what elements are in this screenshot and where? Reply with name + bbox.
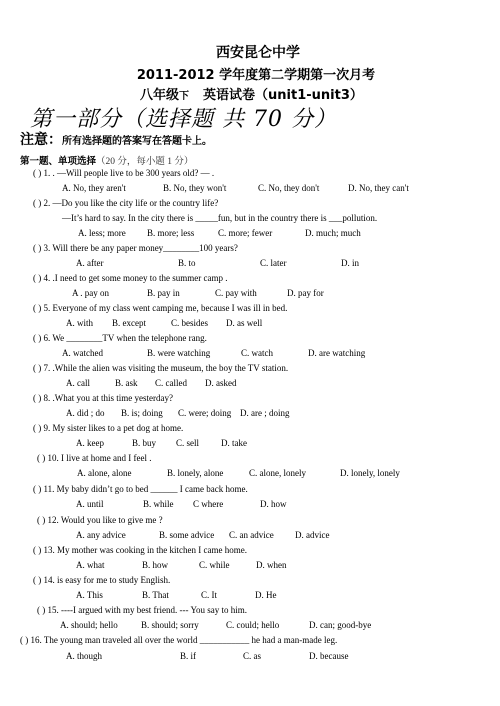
question-15 — [37, 605, 247, 616]
question-text: My mother was cooking in the kitchen I came home. — [57, 545, 247, 555]
question-text: I live at home and I feel . — [61, 453, 152, 463]
answer-paren: ( ) — [33, 333, 42, 343]
option: A. what — [76, 560, 105, 570]
option: C. as — [243, 651, 261, 661]
option: A. though — [66, 651, 102, 661]
notice-label: 注意： — [20, 132, 62, 148]
option: C. besides — [171, 318, 208, 328]
question-text: .I need to get some money to the summer camp . — [52, 273, 228, 283]
answer-paren: ( ) — [33, 484, 42, 494]
option: D. are ; doing — [240, 408, 290, 418]
option: C. later — [260, 258, 287, 268]
question-8 — [33, 393, 173, 404]
question-number: 4. — [43, 273, 51, 283]
option: A. with — [66, 318, 93, 328]
option: A. did ; do — [66, 408, 105, 418]
option: C. while — [199, 560, 230, 570]
answer-paren: ( ) — [20, 635, 29, 645]
option: B. is; doing — [121, 408, 163, 418]
question-11 — [33, 484, 248, 495]
option: C. alone, lonely — [249, 468, 306, 478]
grade-subject-line — [140, 84, 363, 103]
option: B. were watching — [147, 348, 211, 358]
section-heading — [20, 153, 193, 167]
option: A. less; more — [78, 228, 126, 238]
option: A. should; hello — [60, 620, 118, 630]
question-text: .What you at this time yesterday? — [52, 393, 173, 403]
question-12 — [37, 515, 163, 526]
question-text: —Do you like the city life or the country life? — [52, 198, 219, 208]
section-title: 第一题、单项选择 — [20, 156, 97, 167]
option: B. ask — [115, 378, 138, 388]
answer-paren: ( ) — [33, 363, 42, 373]
option: C. were; doing — [178, 408, 232, 418]
question-text: My sister likes to a pet dog at home. — [52, 423, 184, 433]
question-number: 10. — [47, 453, 59, 463]
question-6 — [33, 333, 207, 344]
option: A. until — [76, 499, 104, 509]
question-number: 9. — [43, 423, 51, 433]
question-text: The young man traveled all over the world ___________ he had a man-made leg. — [43, 635, 338, 645]
answer-paren: ( ) — [33, 575, 42, 585]
option: C. It — [201, 590, 218, 600]
option: C. more; fewer — [218, 228, 273, 238]
option: A. after — [76, 258, 104, 268]
option: C. sell — [176, 438, 200, 448]
question-9 — [33, 423, 183, 434]
question-text: .While the alien was visiting the museum, the boy the TV station. — [52, 363, 289, 373]
notice-text: 所有选择题的答案写在答题卡上。 — [62, 136, 212, 147]
answer-paren: ( ) — [33, 545, 42, 555]
option: D. No, they can't — [348, 183, 409, 193]
question-number: 12. — [47, 515, 59, 525]
question-7 — [33, 363, 288, 374]
question-number: 14. — [43, 575, 55, 585]
question-2-line2: —It’s hard to say. In the city there is _____fun, but in the country there is ___pollution. — [62, 213, 378, 223]
exam-term: 2011-2012 学年度第二学期第一次月考 — [136, 68, 376, 83]
answer-paren: ( ) — [33, 303, 42, 313]
question-text: Will there be any paper money________100 years? — [52, 243, 238, 253]
question-number: 16. — [30, 635, 42, 645]
question-number: 5. — [43, 303, 51, 313]
option: B. pay in — [147, 288, 180, 298]
option: C. could; hello — [226, 620, 280, 630]
option: B. except — [112, 318, 146, 328]
question-3 — [33, 243, 238, 254]
answer-paren: ( ) — [33, 423, 42, 433]
question-14 — [33, 575, 170, 586]
option: A. keep — [76, 438, 104, 448]
question-number: 1. — [43, 168, 51, 178]
option: C. called — [155, 378, 187, 388]
part-title: 第一部分（选择题 共 70 分） — [30, 107, 337, 132]
question-5 — [33, 303, 287, 314]
option: D. as well — [226, 318, 263, 328]
option: B. if — [180, 651, 197, 661]
option: D. how — [260, 499, 287, 509]
answer-paren: ( ) — [33, 198, 42, 208]
question-number: 13. — [43, 545, 55, 555]
question-text: Everyone of my class went camping me, because I was ill in bed. — [52, 303, 288, 313]
option: C. an advice — [229, 530, 274, 540]
option: C. No, they don't — [258, 183, 320, 193]
answer-paren: ( ) — [33, 168, 42, 178]
option: A. call — [66, 378, 90, 388]
question-number: 2. — [43, 198, 51, 208]
question-text: ----I argued with my best friend. --- You say to him. — [61, 605, 248, 615]
answer-paren: ( ) — [37, 515, 46, 525]
option: D. because — [309, 651, 349, 661]
grade-label: 八年级 — [140, 88, 180, 103]
question-1 — [33, 168, 214, 179]
answer-paren: ( ) — [33, 393, 42, 403]
option: A. any advice — [76, 530, 126, 540]
option: D. He — [255, 590, 277, 600]
option: B. No, they won't — [163, 183, 227, 193]
question-text: is easy for me to study English. — [57, 575, 171, 585]
option: D. asked — [205, 378, 237, 388]
option: B. more; less — [147, 228, 195, 238]
option: D. are watching — [308, 348, 366, 358]
option: A. watched — [62, 348, 103, 358]
question-16 — [20, 635, 337, 646]
option: D. take — [221, 438, 247, 448]
option: B. buy — [132, 438, 157, 448]
answer-paren: ( ) — [37, 605, 46, 615]
question-text: We ________TV when the telephone rang. — [52, 333, 207, 343]
answer-paren: ( ) — [33, 243, 42, 253]
subject-label: 英语试卷（unit1-unit3） — [203, 88, 363, 103]
answer-paren: ( ) — [33, 273, 42, 283]
question-4 — [33, 273, 227, 284]
question-text: My baby didn’t go to bed ______ I came back home. — [56, 484, 248, 494]
option: B. to — [178, 258, 196, 268]
school-name: 西安昆仑中学 — [216, 45, 300, 61]
question-13 — [33, 545, 247, 556]
option: A . pay on — [72, 288, 109, 298]
option: C. watch — [241, 348, 273, 358]
option: D. in — [341, 258, 359, 268]
question-number: 11. — [43, 484, 55, 494]
option: B. some advice — [159, 530, 215, 540]
option: B. while — [143, 499, 174, 509]
option: B. how — [142, 560, 169, 570]
option: B. should; sorry — [141, 620, 199, 630]
option: A. No, they aren't — [62, 183, 126, 193]
notice — [20, 129, 212, 149]
question-text: Would you like to give me ? — [60, 515, 163, 525]
question-number: 15. — [47, 605, 59, 615]
question-text: . —Will people live to be 300 years old? — . — [52, 168, 215, 178]
question-number: 8. — [43, 393, 51, 403]
option: D. pay for — [287, 288, 324, 298]
option: D. when — [256, 560, 287, 570]
option: D. much; much — [305, 228, 361, 238]
option: D. advice — [295, 530, 330, 540]
option: B. lonely, alone — [167, 468, 224, 478]
answer-paren: ( ) — [37, 453, 46, 463]
question-2 — [33, 198, 218, 209]
option: A. This — [76, 590, 103, 600]
question-number: 3. — [43, 243, 51, 253]
option: D. can; good-bye — [309, 620, 372, 630]
question-number: 6. — [43, 333, 51, 343]
option: C. pay with — [215, 288, 257, 298]
section-score: （20 分，每小题 1 分） — [96, 157, 194, 167]
option: B. That — [142, 590, 169, 600]
grade-suffix: 下 — [179, 91, 190, 102]
question-10 — [37, 453, 151, 464]
option: D. lonely, lonely — [340, 468, 400, 478]
question-number: 7. — [43, 363, 51, 373]
option: C where — [193, 499, 224, 509]
option: A. alone, alone — [77, 468, 132, 478]
